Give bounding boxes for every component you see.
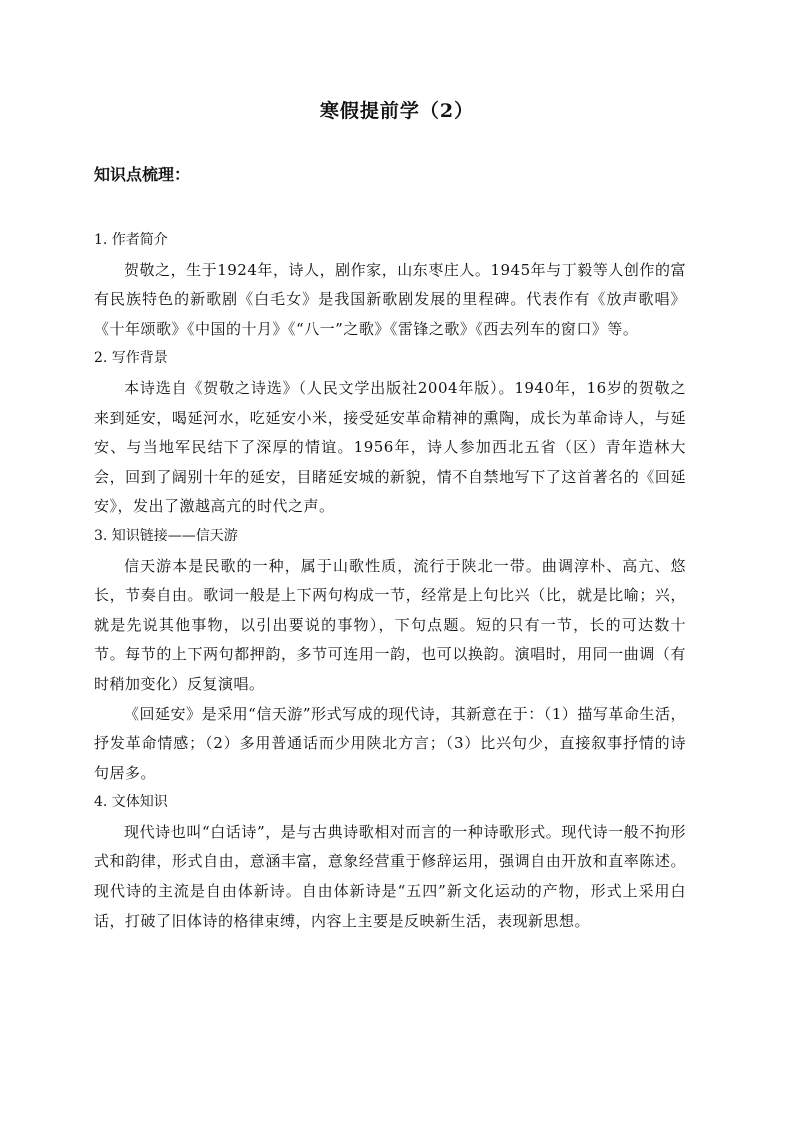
section-knowledge-link	[94, 522, 686, 788]
paragraph: 本诗选自《贺敬之诗选》（人民文学出版社2004年版）。1940年，16岁的贺敬之来到延安，喝延河水，吃延安小米，接受延安革命精神的熏陶，成长为革命诗人，与延安、与当地军民结下了深厚的情谊。1956年，诗人参加西北五省（区）青年造林大会，回到了阔别十年的延安，目睹延安城的新貌，情不自禁地写下了这首著名的《回延安》，发出了激越高亢的时代之声。	[94, 378, 686, 516]
section-heading: 3. 知识链接——信天游	[94, 527, 238, 544]
paragraph: 贺敬之，生于1924年，诗人，剧作家，山东枣庄人。1945年与丁毅等人创作的富有民族特色的新歌剧《白毛女》是我国新歌剧发展的里程碑。代表作有《放声歌唱》《十年颂歌》《中国的十月》《“八一”之歌》《雷锋之歌》《西去列车的窗口》等。	[94, 260, 686, 338]
section-genre-knowledge	[94, 788, 686, 936]
section-heading: 4. 文体知识	[94, 794, 168, 811]
section-author-intro	[94, 226, 686, 344]
page-title: 寒假提前学（2）	[319, 100, 475, 122]
section-heading: 1. 作者简介	[94, 232, 168, 248]
document-content	[94, 226, 686, 936]
paragraph: 信天游本是民歌的一种，属于山歌性质，流行于陕北一带。曲调淳朴、高亢、悠长，节奏自由。歌词一般是上下两句构成一节，经常是上句比兴（比，就是比喻；兴，就是先说其他事物，以引出要说的事物），下句点题。短的只有一节，长的可达数十节。每节的上下两句都押韵，多节可连用一韵，也可以换韵。演唱时，用同一曲调（有时稍加变化）反复演唱。	[94, 556, 686, 693]
paragraph: 《回延安》是采用“信天游”形式写成的现代诗，其新意在于：（1）描写革命生活，抒发革命情感；（2）多用普通话而少用陕北方言；（3）比兴句少，直接叙事抒情的诗句居多。	[94, 704, 686, 782]
paragraph: 现代诗也叫“白话诗”，是与古典诗歌相对而言的一种诗歌形式。现代诗一般不拘形式和韵律，形式自由，意涵丰富，意象经营重于修辞运用，强调自由开放和直率陈述。现代诗的主流是自由体新诗。自由体新诗是“五四”新文化运动的产物，形式上采用白话，打破了旧体诗的格律束缚，内容上主要是反映新生活，表现新思想。	[94, 822, 686, 930]
section-writing-background	[94, 344, 686, 522]
section-heading: 2. 写作背景	[94, 350, 168, 367]
section-subtitle: 知识点梳理：	[94, 165, 191, 184]
